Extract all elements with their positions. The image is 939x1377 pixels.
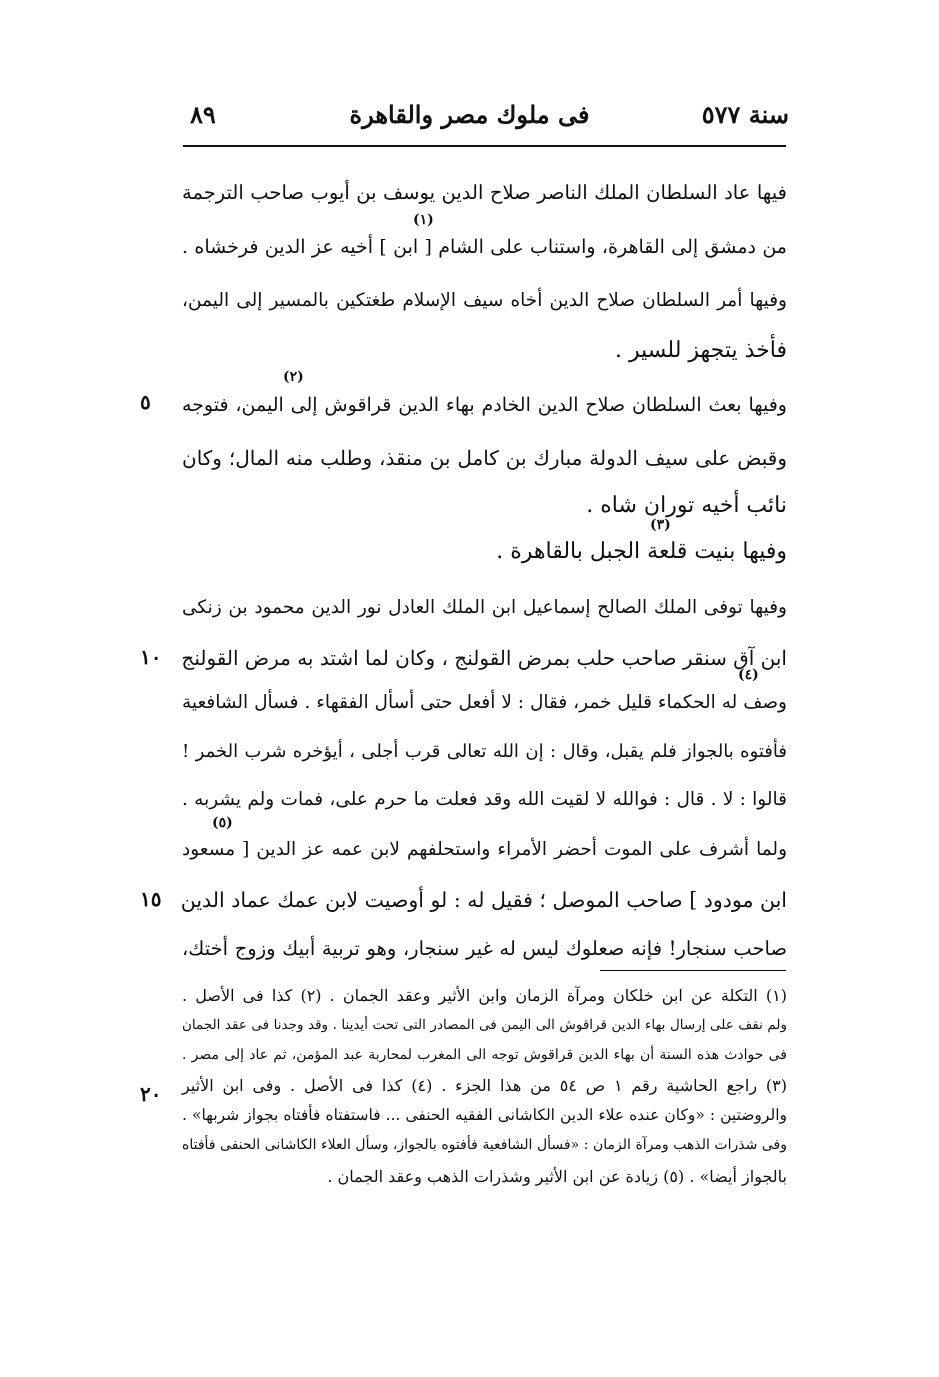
body-line: وفيها بنيت قلعة الجبل بالقاهرة . (496, 539, 787, 564)
footnote-line: وفى شذرات الذهب ومرآة الزمان : «فسأل الشافعية فأفتوه بالجواز، وسأل العلاء الكاشانى الحنفى فأفتاه (182, 1137, 787, 1153)
body-line: قالوا : لا . قال : فوالله لا لقيت الله وقد فعلت ما حرم على، فمات ولم يشربه . (182, 789, 787, 810)
running-header-year: سنة ٥٧٧ (701, 100, 789, 129)
body-line: ابن مودود ] صاحب الموصل ؛ فقيل له : لو أوصيت لابن عمك عماد الدين (180, 888, 787, 912)
body-line: ولما أشرف على الموت أحضر الأمراء واستحلفهم لابن عمه عز الدين [ مسعود (182, 839, 787, 860)
footnote-line: ولم نقف على إرسال بهاء الدين قراقوش الى اليمن فى المصادر التى تحت أيدينا . وقد وجدنا فى عقد الجمان (182, 1017, 787, 1033)
margin-line-number: ١٥ (140, 887, 162, 911)
margin-line-number: ٥ (140, 390, 151, 414)
body-line: وفيها أمر السلطان صلاح الدين أخاه سيف الإسلام طغتكين بالمسير إلى اليمن، (182, 290, 787, 311)
footnote-mark-1: (١) (413, 212, 434, 228)
footnote-mark-2: (٢) (283, 369, 304, 385)
body-line: فيها عاد السلطان الملك الناصر صلاح الدين يوسف بن أيوب صاحب الترجمة (182, 181, 787, 204)
footnote-line: بالجواز أيضا» . (٥) زيادة عن ابن الأثير وشذرات الذهب وعقد الجمان . (327, 1167, 787, 1186)
body-line: من دمشق إلى القاهرة، واستناب على الشام [ ابن ] أخيه عز الدين فرخشاه . (182, 236, 787, 258)
header-rule (183, 145, 786, 147)
footnote-mark-4: (٤) (738, 667, 759, 683)
body-line: ابن آق سنقر صاحب حلب بمرض القولنج ، وكان لما اشتد به مرض القولنج (181, 646, 787, 670)
body-line: وقبض على سيف الدولة مبارك بن كامل بن منقذ، وطلب منه المال؛ وكان (182, 446, 787, 470)
footnote-mark-5: (٥) (212, 815, 233, 831)
body-line: وفيها بعث السلطان صلاح الدين الخادم بهاء الدين قراقوش إلى اليمن، فتوجه (182, 394, 787, 416)
margin-line-number: ١٠ (140, 645, 162, 669)
footnote-line: فى حوادث هذه السنة أن بهاء الدين قراقوش توجه الى المغرب لمحاربة عبد المؤمن، ثم عاد إلى مصر . (182, 1047, 787, 1063)
body-line: صاحب سنجار! فإنه صعلوك ليس له غير سنجار، وهو تربية أبيك وزوج أختك، (182, 937, 787, 960)
margin-line-number: ٢٠ (140, 1082, 162, 1106)
footnote-line: والروضتين : «وكان عنده علاء الدين الكاشانى الفقيه الحنفى ... فاستفتاه فأفتاه بجواز شربها» . (182, 1106, 787, 1124)
body-line: نائب أخيه توران شاه . (586, 493, 787, 518)
page-number: ٨٩ (190, 100, 216, 129)
body-line: فأخذ يتجهز للسير . (615, 338, 787, 363)
running-header-title: فى ملوك مصر والقاهرة (349, 100, 590, 129)
footnote-line: (١) التكلة عن ابن خلكان ومرآة الزمان وابن الأثير وعقد الجمان . (٢) كذا فى الأصل . (182, 986, 787, 1005)
footnote-mark-3: (٣) (650, 517, 671, 533)
footnote-rule (600, 970, 786, 971)
footnote-line: (٣) راجع الحاشية رقم ١ ص ٥٤ من هذا الجزء . (٤) كذا فى الأصل . وفى ابن الأثير (182, 1076, 788, 1095)
body-line: فأفتوه بالجواز فلم يقبل، وقال : إن الله تعالى قرب أجلى ، أيؤخره شرب الخمر ! (182, 741, 787, 762)
body-line: وصف له الحكماء قليل خمر، فقال : لا أفعل حتى أسأل الفقهاء . فسأل الشافعية (182, 692, 787, 713)
body-line: وفيها توفى الملك الصالح إسماعيل ابن الملك العادل نور الدين محمود بن زنكى (182, 597, 787, 618)
